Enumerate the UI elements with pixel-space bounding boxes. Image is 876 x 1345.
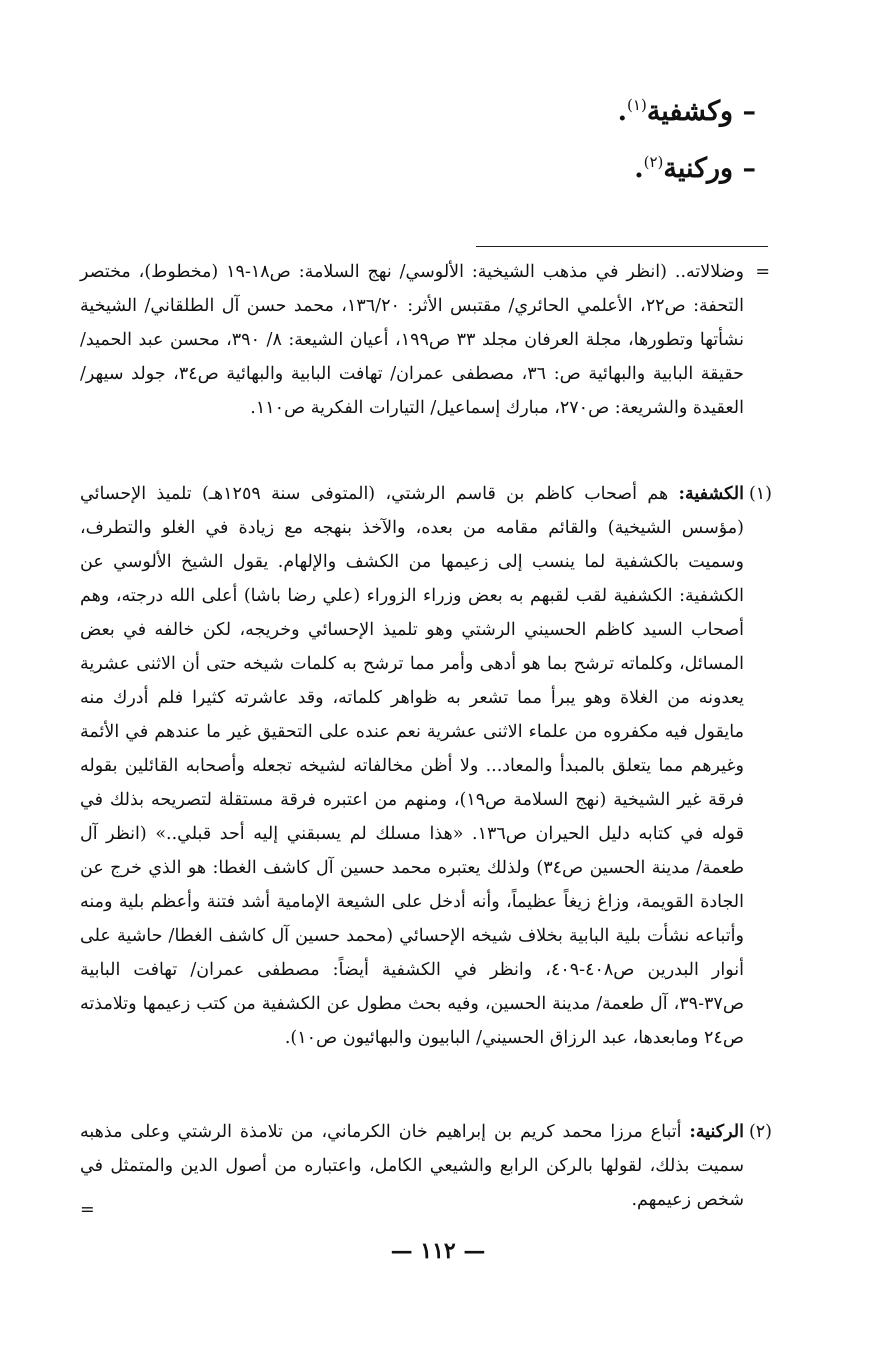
footnote-ref[interactable]: (٢) [643,153,664,171]
footnote-ref[interactable]: (١) [627,96,647,114]
footnote-2-text: أتباع مرزا محمد كريم بن إبراهيم خان الكرماني، من تلامذة الرشتي وعلى مذهبه سميت بذلك، لقولها بالركن الرابع والشيعي الكامل، واعتباره من أصول الدين والمتمثل في شخص زعيمهم. [80,1122,744,1210]
footnote-1-term: الكشفية: [678,484,744,504]
footnote-2-marker: (٢) [748,1122,772,1142]
footnote-1-text: هم أصحاب كاظم بن قاسم الرشتي، (المتوفى سنة ١٢٥٩هـ) تلميذ الإحسائي (مؤسس الشيخية) والقائم مقامه من بعده، والآخذ بنهجه مع زيادة في الغلو والتطرف، وسميت بالكشفية لما ينسب إلى زعيمها من الكشف والإلهام. يقول الشيخ الألوسي عن الكشفية: الكشفية لقب لقبهم به بعض وزراء الزوراء (علي رضا باشا) أعلى الله درجته، وهم أصحاب السيد كاظم الحسيني الرشتي وهو تلميذ الإحسائي وخريجه، لكن خالفه في بعض المسائل، وكلماته ترشح بما هو أدهى وأمر مما ترشح به كلمات شيخه حتى أن الاثنى عشرية يعدونه من الغلاة وهو يبرأ مما تشعر به ظواهر كلماته، وقد عاشرته كثيرا فلم أدرك منه مايقول فيه مكفروه من علماء الاثنى عشرية نعم عنده على التحقيق غير ما عندهم في الأئمة وغيرهم مما يتعلق بالمبدأ والمعاد... ولا أظن مخالفاته لشيخه تجعله وأصحابه القائلين بقوله فرقة غير الشيخية (نهج السلامة ص١٩)، ومنهم من اعتبره فرقة مستقلة لتصريحه بذلك في قوله في كتابه دليل الحيران ص١٣٦. «هذا مسلك لم يسبقني إليه أحد قبلي..» (انظر آل طعمة/ مدينة الحسين ص٣٤) ولذلك يعتبره محمد حسين آل كاشف الغطا: هو الذي خرج عن الجادة القويمة، وزاغ زيغاً عظيماً، وأنه أدخل على الشيعة الإمامية أشد فتنة وأعظم بلية ومنه وأتباعه نشأت بلية البابية بخلاف شيخه الإحسائي (محمد حسين آل كاشف الغطا/ حاشية على أنوار البدرين ص٤٠٨-٤٠٩، وانظر في الكشفية أيضاً: مصطفى عمران/ تهافت البابية ص٣٧-٣٩، آل طعمة/ مدينة الحسين، وفيه بحث مطول عن الكشفية من كتب زعيمها وتلامذته ص٢٤ ومابعدها، عبد الرزاق الحسيني/ البابيون والبهائيون ص١٠). [80,484,745,1048]
list-item-text: – وكشفية [646,96,756,127]
footnote-2 [80,1115,744,1217]
list-item-end: . [634,153,644,184]
page-number: — ١١٢ — [390,1238,486,1264]
continuation-marker: = [755,262,770,282]
footnote-continuation: وضلالاته.. (انظر في مذهب الشيخية: الألوسي/ نهج السلامة: ص١٨-١٩ (مخطوط)، مختصر التحفة: ص٢٢، الأعلمي الحائري/ مقتبس الأثر: ١٣٦/٢٠، محمد حسن آل الطلقاني/ الشيخية نشأتها وتطورها، مجلة العرفان مجلد ٣٣ ص١٩٩، أعيان الشيعة: ٨/ ٣٩٠، محسن عبد الحميد/ حقيقة البابية والبهائية ص: ٣٦، مصطفى عمران/ تهافت البابية والبهائية ص٣٤، جولد سيهر/ العقيدة والشريعة: ص٢٧٠، مبارك إسماعيل/ التيارات الفكرية ص١١٠. [80,262,744,418]
list-item-text: – وركنية [663,153,756,184]
main-text-list [356,80,756,194]
footnote-1 [80,477,744,1055]
list-item-rukniyya [356,137,756,194]
list-item-kashfiyya [356,80,756,137]
footnote-2-term: الركنية: [689,1122,744,1142]
list-item-end: . [617,96,628,127]
footnote-separator [476,246,768,247]
continuation-end-marker: = [80,1200,95,1220]
footnote-1-marker: (١) [748,484,772,504]
